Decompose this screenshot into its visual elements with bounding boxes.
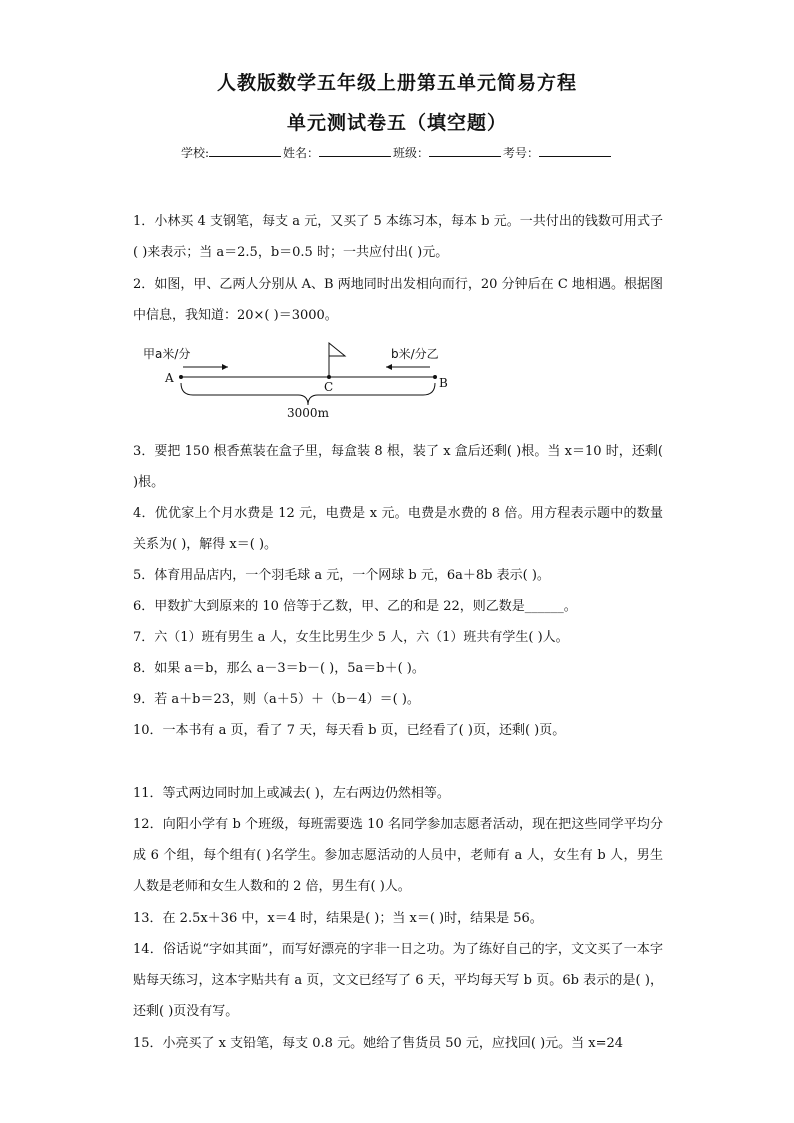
flag-icon [329,343,345,356]
question-text: 体育用品店内，一个羽毛球 a 元，一个网球 b 元，6a＋8b 表示( )。 [154,568,550,583]
question-text: 在 2.5x＋36 中，x＝4 时，结果是( )；当 x＝( )时，结果是 56。 [162,911,543,926]
yi-speed-label: b米/分乙 [391,347,439,361]
question-1 [133,206,663,268]
question-2 [133,269,663,331]
distance-brace [181,383,435,405]
question-4 [133,498,663,560]
question-text: 要把 150 根香蕉装在盒子里，每盒装 8 根，装了 x 盒后还剩( )根。当 x＝10 时，还剩( )根。 [133,444,663,490]
point-b-dot [433,375,437,379]
point-c-label: C [324,380,334,394]
school-blank[interactable] [209,145,281,157]
question-14 [133,934,663,1027]
jia-speed-label: 甲a米/分 [143,347,191,361]
point-b-label: B [439,376,448,390]
question-number: 14． [133,942,163,957]
question-text: 俗话说“字如其面”，而写好漂亮的字非一日之功。为了练好自己的字，文文买了一本字贴每天练习，这本字贴共有 a 页，文文已经写了 6 天，平均每天写 b 页。6b 表示的是( )，还剩( )页没有写。 [133,942,664,1019]
question-number: 6． [133,599,155,614]
name-blank[interactable] [319,145,391,157]
question-text: 小林买 4 支钢笔，每支 a 元，又买了 5 本练习本，每本 b 元。一共付出的钱数可用式子( )来表示；当 a＝2.5，b＝0.5 时；一共应付出( )元。 [133,214,663,260]
question-7 [133,622,663,653]
question-text: 一本书有 a 页，看了 7 天，每天看 b 页，已经看了( )页，还剩( )页。 [162,723,566,738]
question-number: 1． [133,214,155,229]
question-number: 5． [133,568,155,583]
point-a-dot [179,375,183,379]
question-number: 3． [133,444,155,459]
question-text: 如图，甲、乙两人分别从 A、B 两地同时出发相向而行，20 分钟后在 C 地相遇。根据图中信息，我知道：20×( )＝3000。 [133,277,663,323]
question-text: 小亮买了 x 支铅笔，每支 0.8 元。她给了售货员 50 元，应找回( )元。当 x=24 [162,1036,624,1051]
question-number: 8． [133,661,155,676]
name-label: 姓名： [283,146,320,160]
question-text: 如果 a＝b，那么 a－3＝b－( )，5a＝b＋( )。 [154,661,425,676]
question-12 [133,809,663,902]
question-number: 15． [133,1036,163,1051]
question-9 [133,684,663,715]
question-number: 12． [133,817,163,832]
question-5 [133,560,663,591]
question-text: 六（1）班有男生 a 人，女生比男生少 5 人，六（1）班共有学生( )人。 [154,630,569,645]
question-text: 等式两边同时加上或减去( )，左右两边仍然相等。 [162,786,450,801]
point-a-label: A [165,371,174,385]
meeting-diagram-svg [133,338,463,420]
jia-arrowhead [222,364,228,370]
question-number: 13． [133,911,163,926]
meeting-diagram [133,338,463,420]
question-text: 若 a＋b＝23，则（a＋5）＋（b－4）＝( )。 [154,692,420,707]
class-label: 班级： [393,146,430,160]
question-text: 向阳小学有 b 个班级，每班需要选 10 名同学参加志愿者活动，现在把这些同学平均分成 6 个组，每个组有( )名学生。参加志愿活动的人员中，老师有 a 人，女生有 b 人，男生人数是老师和女生人数和的 2 倍，男生有( )人。 [133,817,663,894]
question-number: 7． [133,630,155,645]
question-13 [133,903,663,934]
yi-arrowhead [386,364,392,370]
question-3 [133,436,663,498]
question-8 [133,653,663,684]
page-title: 人教版数学五年级上册第五单元简易方程 [216,72,577,94]
question-6 [133,591,663,622]
number-label: 考号： [503,146,540,160]
question-number: 4． [133,506,155,521]
question-number: 2． [133,277,155,292]
question-11 [133,778,663,809]
question-15 [133,1028,663,1059]
question-10 [133,715,663,746]
student-info-line [0,144,794,161]
question-text: 甲数扩大到原来的 10 倍等于乙数，甲、乙的和是 22，则乙数是______。 [154,599,577,614]
distance-label: 3000m [287,406,329,420]
question-number: 11． [133,786,163,801]
class-blank[interactable] [429,145,501,157]
page-subtitle: 单元测试卷五（填空题） [286,112,507,134]
question-text: 优优家上个月水费是 12 元，电费是 x 元。电费是水费的 8 倍。用方程表示题中的数量关系为( )，解得 x＝( )。 [133,506,663,552]
question-number: 9． [133,692,155,707]
school-label: 学校: [180,146,209,160]
number-blank[interactable] [539,145,611,157]
question-number: 10． [133,723,163,738]
